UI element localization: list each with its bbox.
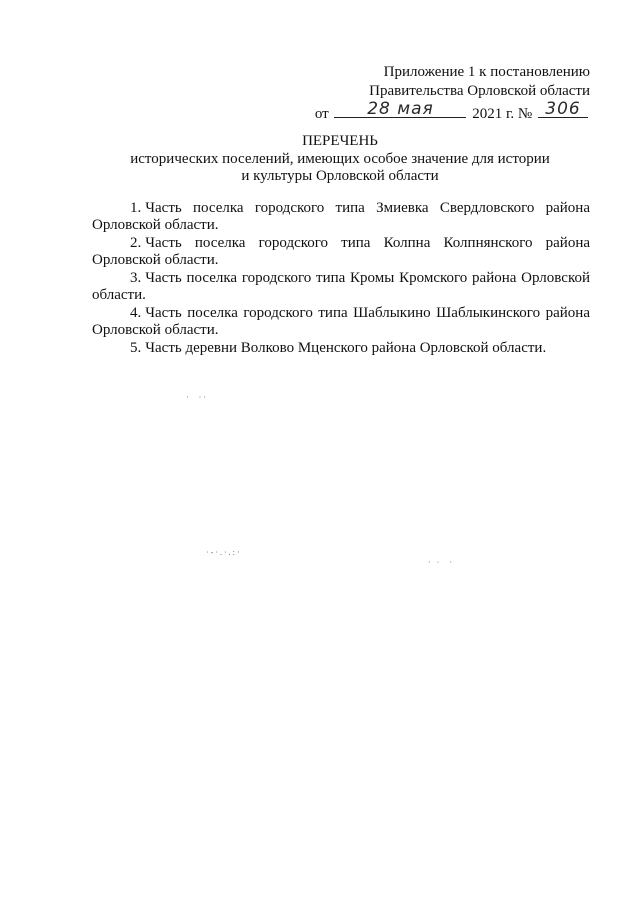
- list-item: [92, 305, 590, 339]
- appendix-line-1: Приложение 1 к постановлению: [383, 64, 590, 80]
- list-item: [92, 200, 590, 234]
- handwritten-date: 28 мая: [367, 99, 434, 119]
- list-item: [92, 235, 590, 269]
- handwritten-number: 306: [545, 99, 581, 119]
- item-number: 3.: [130, 270, 142, 286]
- item-text: Часть поселка городского типа Кромы Кромского района Орловской области.: [92, 270, 590, 303]
- title-subtitle-line-2: и культуры Орловской области: [241, 168, 439, 184]
- item-text: Часть поселка городского типа Шаблыкино Шаблыкинского района Орловской области.: [92, 305, 590, 338]
- list-item: [92, 340, 590, 357]
- title-heading: ПЕРЕЧЕНЬ: [302, 133, 378, 149]
- scan-speck: · · ·: [428, 558, 454, 567]
- year-text: 2021 г. №: [472, 106, 533, 122]
- item-text: Часть поселка городского типа Колпна Колпнянского района Орловской области.: [92, 235, 590, 268]
- scan-speck: ·-·.·.:·: [206, 548, 242, 557]
- item-number: 5.: [130, 340, 142, 356]
- item-number: 1.: [130, 200, 142, 216]
- appendix-date-line: [300, 101, 590, 124]
- scan-speck: · ··: [186, 393, 208, 402]
- document-title: [90, 133, 590, 185]
- settlement-list: [92, 200, 590, 358]
- number-field: [538, 101, 588, 118]
- list-item: [92, 270, 590, 304]
- item-number: 4.: [130, 305, 142, 321]
- appendix-line-2: Правительства Орловской области: [369, 83, 590, 99]
- date-prefix: от: [314, 106, 329, 122]
- appendix-header: [300, 63, 590, 124]
- item-text: Часть поселка городского типа Змиевка Свердловского района Орловской области.: [92, 200, 590, 233]
- title-subtitle-line-1: исторических поселений, имеющих особое значение для истории: [130, 151, 550, 167]
- date-field: [334, 101, 466, 118]
- item-text: Часть деревни Волково Мценского района Орловской области.: [145, 340, 547, 356]
- item-number: 2.: [130, 235, 142, 251]
